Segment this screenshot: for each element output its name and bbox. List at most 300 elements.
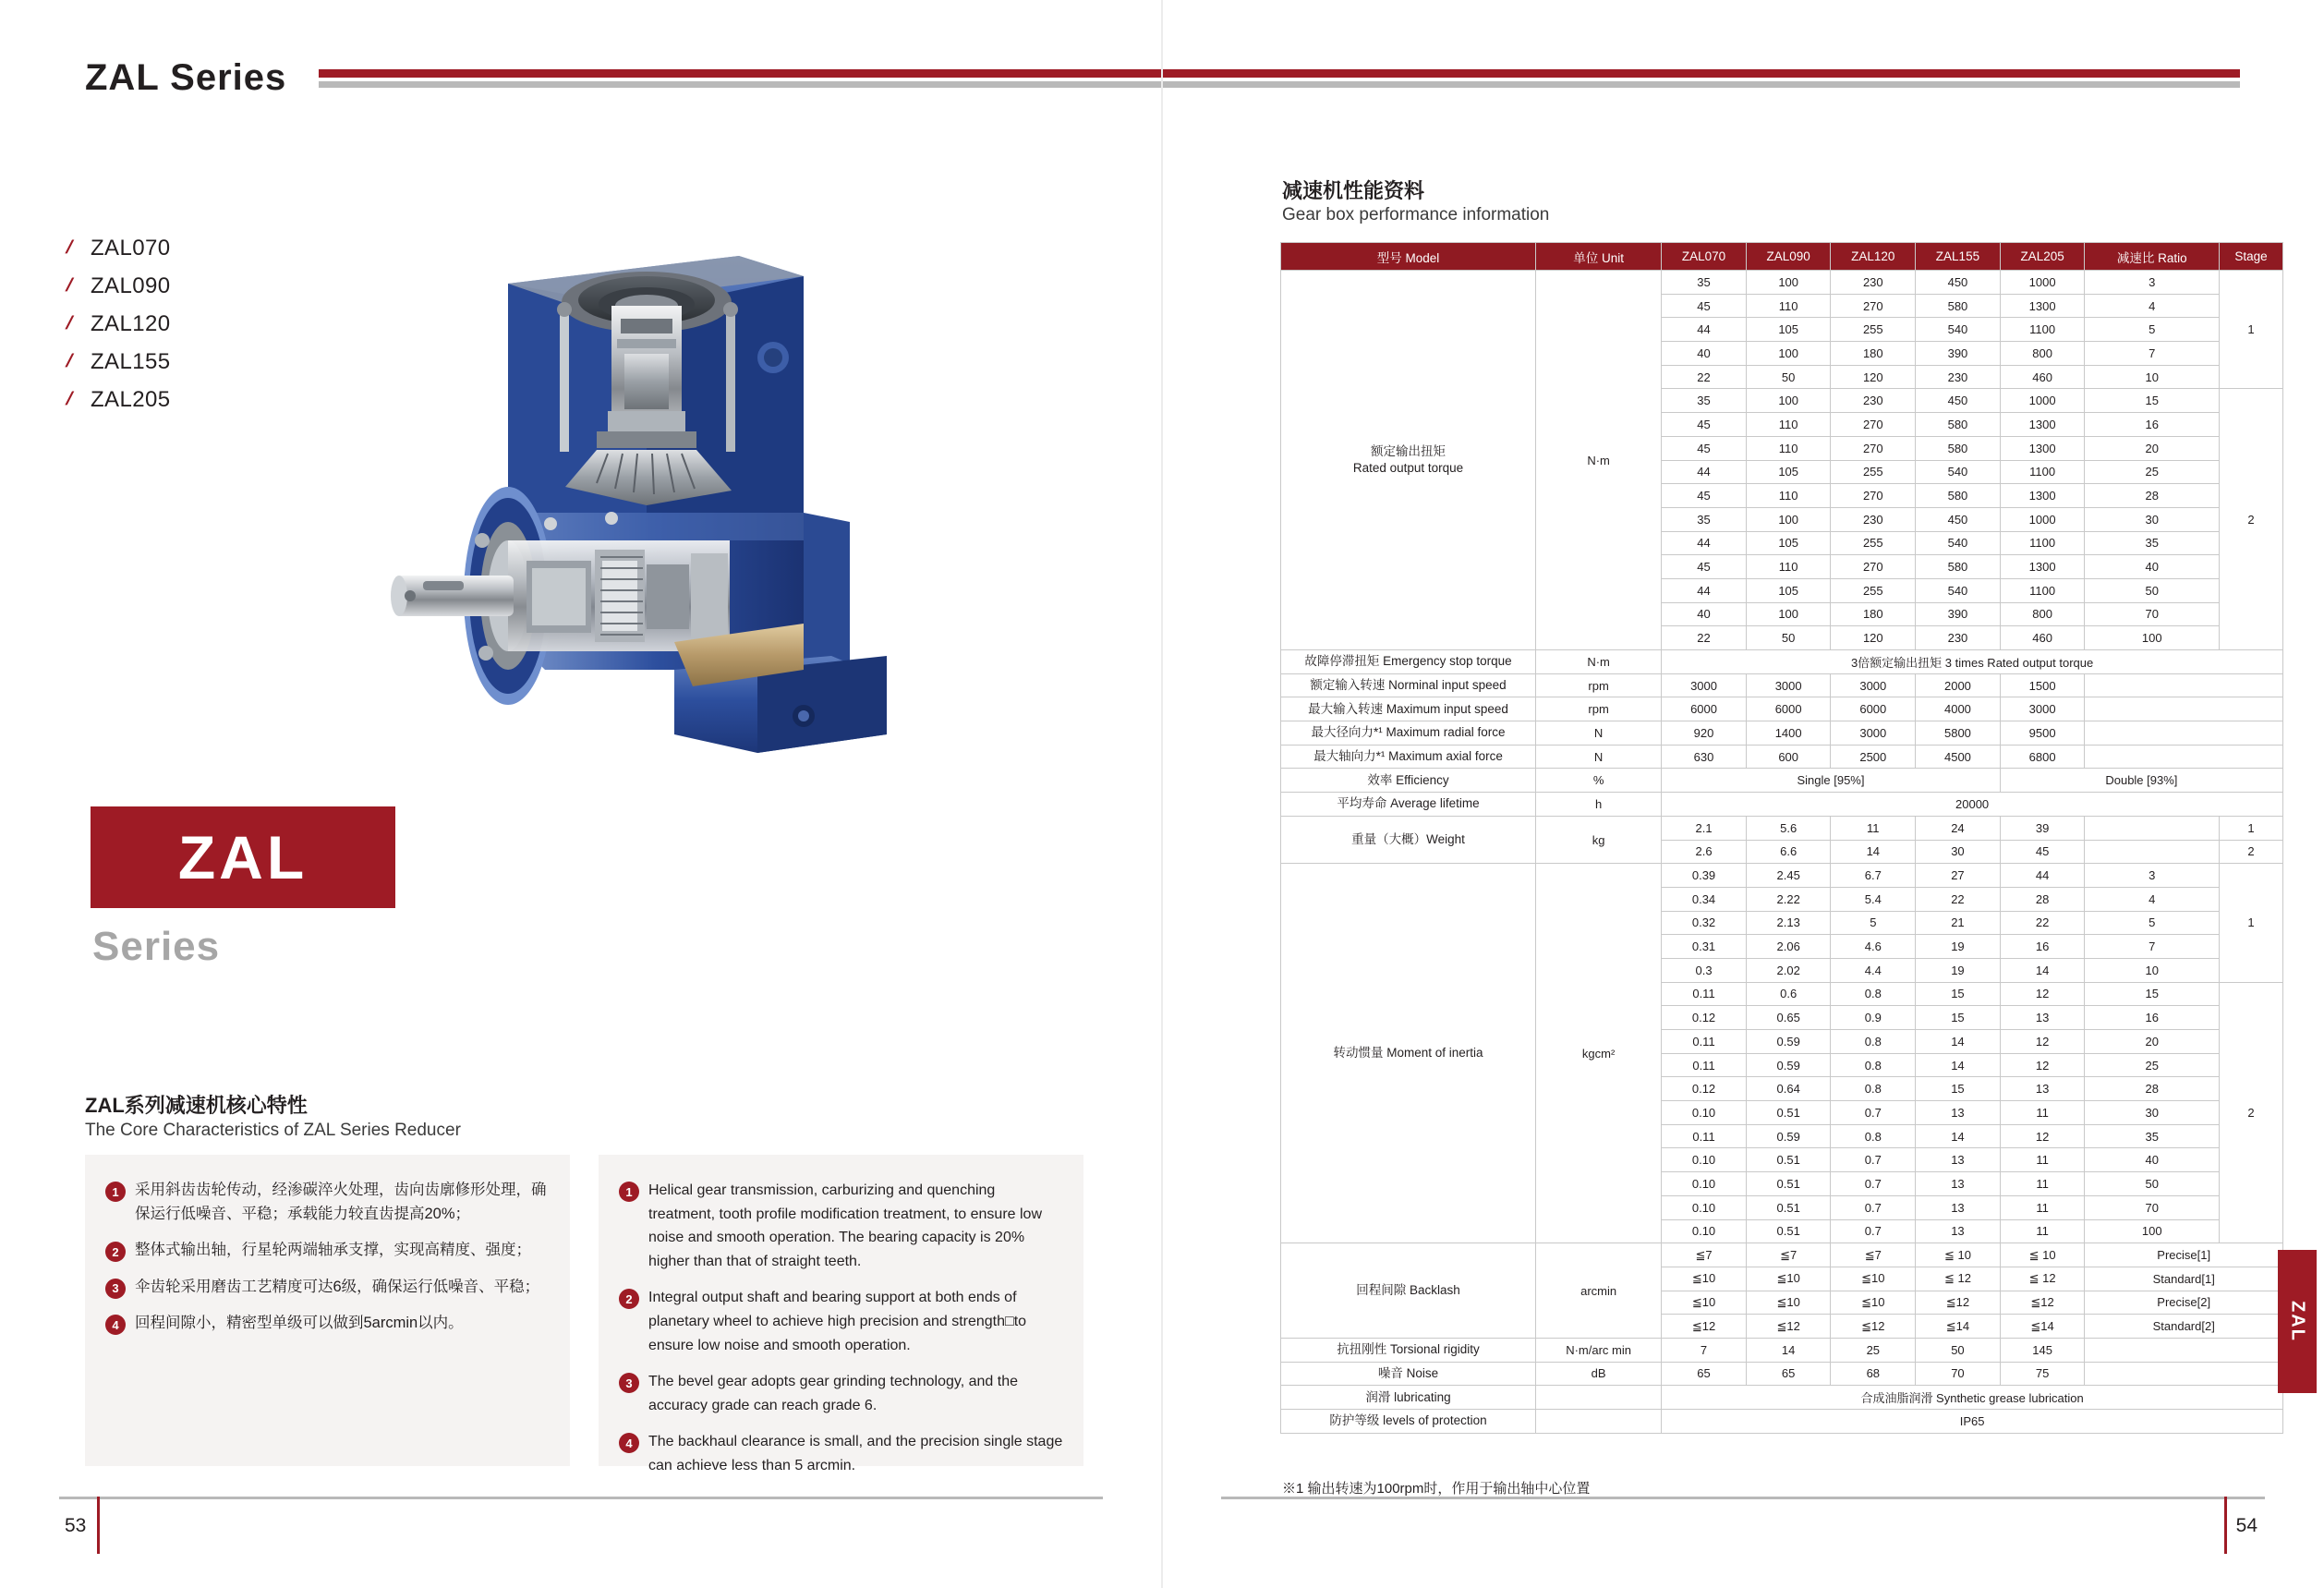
cell: 5	[1831, 911, 1916, 935]
cell: 24	[1916, 816, 2001, 840]
cell-ratio: 15	[2085, 982, 2220, 1006]
product-image	[369, 236, 1118, 818]
feature-item	[619, 1430, 1063, 1477]
model-item	[63, 305, 171, 343]
th-stage: Stage	[2220, 243, 2283, 271]
cell: 0.59	[1746, 1124, 1831, 1148]
cell: ≦12	[1662, 1315, 1747, 1339]
cell: 6.7	[1831, 864, 1916, 888]
cell: 230	[1916, 626, 2001, 650]
cell-stage: 2	[2220, 982, 2283, 1243]
cell: 4.4	[1831, 958, 1916, 982]
cell-ratio: 50	[2085, 1172, 2220, 1196]
row-unit: N	[1536, 721, 1662, 746]
cell-ratio: 25	[2085, 460, 2220, 484]
cell: 100	[1746, 342, 1831, 366]
cell: 390	[1916, 342, 2001, 366]
zal-badge-subtitle: Series	[92, 924, 221, 969]
cell: 0.10	[1662, 1195, 1747, 1219]
cell: 22	[2000, 911, 2085, 935]
model-item	[63, 381, 171, 418]
cell: 0.7	[1831, 1219, 1916, 1243]
right-page	[1162, 0, 2324, 1588]
table-row	[1281, 673, 2283, 697]
features-panel-cn	[85, 1155, 570, 1466]
features-panel-en	[599, 1155, 1083, 1473]
cell: 230	[1916, 365, 2001, 389]
cell: 0.9	[1831, 1006, 1916, 1030]
cell: 30	[1916, 840, 2001, 864]
cell-ratio: 25	[2085, 1053, 2220, 1077]
cell-ratio: 7	[2085, 935, 2220, 959]
cell: 800	[2000, 602, 2085, 626]
cell: 270	[1831, 555, 1916, 579]
row-label-radial-force: 最大径向力*¹ Maximum radial force	[1281, 721, 1536, 746]
cell: ≦ 10	[2000, 1243, 2085, 1267]
cell: 120	[1831, 626, 1916, 650]
cell: 6000	[1831, 697, 1916, 721]
row-unit: N	[1536, 745, 1662, 769]
row-unit: N·m/arc min	[1536, 1338, 1662, 1362]
cell: 19	[1916, 935, 2001, 959]
th-zal205: ZAL205	[2000, 243, 2085, 271]
cell: 6000	[1662, 697, 1747, 721]
zal-badge-label: ZAL	[177, 823, 309, 891]
feature-number-icon: 1	[619, 1182, 639, 1202]
footer-tick	[97, 1497, 100, 1554]
cell: 0.12	[1662, 1006, 1747, 1030]
cell: ≦12	[2000, 1291, 2085, 1315]
cell: 0.3	[1662, 958, 1747, 982]
cell: 390	[1916, 602, 2001, 626]
cell-empty	[2085, 745, 2283, 769]
feature-number-icon: 3	[619, 1373, 639, 1393]
th-zal070: ZAL070	[1662, 243, 1747, 271]
cell: 12	[2000, 982, 2085, 1006]
cell-ratio: 3	[2085, 864, 2220, 888]
cell-ratio: 16	[2085, 1006, 2220, 1030]
cell: 145	[2000, 1338, 2085, 1362]
table-row	[1281, 1362, 2283, 1386]
cell-stage: 1	[2220, 864, 2283, 982]
cell: 14	[1831, 840, 1916, 864]
cell: 3000	[1831, 673, 1916, 697]
cell-ratio: 70	[2085, 1195, 2220, 1219]
cell: ≦10	[1746, 1267, 1831, 1291]
cell: 27	[1916, 864, 2001, 888]
table-row	[1281, 1386, 2283, 1410]
cell: 1100	[2000, 318, 2085, 342]
cell-grade: Precise[2]	[2085, 1291, 2283, 1315]
cell: 270	[1831, 294, 1916, 318]
row-unit: N·m	[1536, 650, 1662, 674]
cell: 0.8	[1831, 1053, 1916, 1077]
cell: 1000	[2000, 271, 2085, 295]
table-row	[1281, 745, 2283, 769]
cell: 5800	[1916, 721, 2001, 746]
cell: ≦10	[1662, 1291, 1747, 1315]
feature-text: The backhaul clearance is small, and the precision single stage can achieve less than 5 arcmin.	[648, 1434, 1063, 1473]
cell: 35	[1662, 271, 1747, 295]
cell: 0.11	[1662, 1030, 1747, 1054]
cell: 1000	[2000, 507, 2085, 531]
cell: 22	[1916, 887, 2001, 911]
cell: 50	[1746, 365, 1831, 389]
row-label-weight: 重量（大概）Weight	[1281, 816, 1536, 863]
feature-text: The bevel gear adopts gear grinding technology, and the accuracy grade can reach grade 6.	[648, 1374, 1018, 1413]
feature-number-icon: 3	[105, 1279, 126, 1299]
cell: ≦7	[1662, 1243, 1747, 1267]
cell: 540	[1916, 531, 2001, 555]
feature-text: 采用斜齿齿轮传动，经渗碳淬火处理，齿向齿廓修形处理，确保运行低噪音、平稳；承载能力较直齿提高20%；	[135, 1182, 547, 1222]
cell-ratio: 5	[2085, 318, 2220, 342]
cell: 580	[1916, 484, 2001, 508]
cell-ratio: 40	[2085, 555, 2220, 579]
cell: 13	[1916, 1172, 2001, 1196]
cell: 0.10	[1662, 1219, 1747, 1243]
cell: ≦10	[1746, 1291, 1831, 1315]
cell: 12	[2000, 1124, 2085, 1148]
row-label-emergency-torque: 故障停滞扭矩 Emergency stop torque	[1281, 650, 1536, 674]
cell-protection-value: IP65	[1662, 1410, 2283, 1434]
cell-empty	[2085, 697, 2283, 721]
cell: ≦10	[1831, 1291, 1916, 1315]
cell: 1100	[2000, 531, 2085, 555]
cell-ratio: 15	[2085, 389, 2220, 413]
cell: 28	[2000, 887, 2085, 911]
row-unit: %	[1536, 769, 1662, 793]
cell: 2.22	[1746, 887, 1831, 911]
cell: 2.13	[1746, 911, 1831, 935]
cell-ratio: 40	[2085, 1148, 2220, 1172]
cell: 35	[1662, 507, 1747, 531]
cell-ratio: 100	[2085, 626, 2220, 650]
cell: 15	[1916, 1006, 2001, 1030]
cell-ratio: 28	[2085, 1077, 2220, 1101]
cell: 4000	[1916, 697, 2001, 721]
row-unit: rpm	[1536, 673, 1662, 697]
cell-ratio: 100	[2085, 1219, 2220, 1243]
cell-ratio: 50	[2085, 578, 2220, 602]
cell: 270	[1831, 484, 1916, 508]
cell: 14	[2000, 958, 2085, 982]
table-row	[1281, 1243, 2283, 1267]
cell-ratio: 28	[2085, 484, 2220, 508]
cell: 19	[1916, 958, 2001, 982]
th-zal120: ZAL120	[1831, 243, 1916, 271]
cell: 45	[1662, 484, 1747, 508]
footer-tick	[2224, 1497, 2227, 1554]
cell: ≦12	[1916, 1291, 2001, 1315]
cell-emergency-value: 3倍额定输出扭矩 3 times Rated output torque	[1662, 650, 2283, 674]
cell: 14	[1916, 1030, 2001, 1054]
cell: 65	[1662, 1362, 1747, 1386]
cell: 450	[1916, 507, 2001, 531]
row-label-noise: 噪音 Noise	[1281, 1362, 1536, 1386]
cell-lifetime-value: 20000	[1662, 793, 2283, 817]
cell: ≦14	[1916, 1315, 2001, 1339]
cell: 40	[1662, 602, 1747, 626]
cell: 255	[1831, 318, 1916, 342]
feature-item	[105, 1312, 550, 1336]
row-label-efficiency: 效率 Efficiency	[1281, 769, 1536, 793]
feature-number-icon: 2	[105, 1242, 126, 1262]
cell-stage: 1	[2220, 816, 2283, 840]
cell: 110	[1746, 413, 1831, 437]
cell: 2500	[1831, 745, 1916, 769]
cell: 11	[2000, 1219, 2085, 1243]
cell: 14	[1746, 1338, 1831, 1362]
cell-ratio: 4	[2085, 887, 2220, 911]
cell: ≦10	[1662, 1267, 1747, 1291]
cell: 230	[1831, 271, 1916, 295]
cell: 105	[1746, 531, 1831, 555]
cell: 3000	[2000, 697, 2085, 721]
cell-grade: Standard[2]	[2085, 1315, 2283, 1339]
cell: 270	[1831, 413, 1916, 437]
cell-ratio: 20	[2085, 436, 2220, 460]
cell: 13	[2000, 1077, 2085, 1101]
row-unit	[1536, 1386, 1662, 1410]
feature-number-icon: 2	[619, 1289, 639, 1309]
cell: 45	[1662, 555, 1747, 579]
cell: 12	[2000, 1053, 2085, 1077]
cell-empty	[2085, 1362, 2283, 1386]
model-label: ZAL090	[91, 273, 171, 298]
cell-ratio: 5	[2085, 911, 2220, 935]
table-row	[1281, 1410, 2283, 1434]
page-title: ZAL Series	[85, 57, 287, 98]
row-unit: dB	[1536, 1362, 1662, 1386]
cell: ≦10	[1831, 1267, 1916, 1291]
cell: 1300	[2000, 484, 2085, 508]
cell: 35	[1662, 389, 1747, 413]
cell: 100	[1746, 602, 1831, 626]
cell: 5.6	[1746, 816, 1831, 840]
row-label-en: Rated output torque	[1352, 461, 1464, 475]
row-label-rigidity: 抗扭刚性 Torsional rigidity	[1281, 1338, 1536, 1362]
cell-empty	[2085, 721, 2283, 746]
table-row	[1281, 769, 2283, 793]
feature-text: 回程间隙小，精密型单级可以做到5arcmin以内。	[135, 1315, 464, 1332]
cell: ≦12	[1746, 1315, 1831, 1339]
row-unit: rpm	[1536, 697, 1662, 721]
cell: 1100	[2000, 460, 2085, 484]
cell: 2.06	[1746, 935, 1831, 959]
cell: 11	[2000, 1148, 2085, 1172]
model-item	[63, 267, 171, 305]
cell: 105	[1746, 460, 1831, 484]
cell-ratio	[2085, 816, 2220, 840]
cell: 0.51	[1746, 1195, 1831, 1219]
cell-lubricating-value: 合成油脂润滑 Synthetic grease lubrication	[1662, 1386, 2283, 1410]
cell: 25	[1831, 1338, 1916, 1362]
table-row	[1281, 1338, 2283, 1362]
cell: 4500	[1916, 745, 2001, 769]
cell-efficiency-double: Double [93%]	[2000, 769, 2282, 793]
cell: 45	[1662, 413, 1747, 437]
cell: 0.59	[1746, 1030, 1831, 1054]
cell: 0.65	[1746, 1006, 1831, 1030]
cell-ratio: 4	[2085, 294, 2220, 318]
cell: 21	[1916, 911, 2001, 935]
cell-ratio: 16	[2085, 413, 2220, 437]
cell: 270	[1831, 436, 1916, 460]
cell: 13	[1916, 1195, 2001, 1219]
side-tab-label: ZAL	[2287, 1301, 2308, 1342]
cell: 0.8	[1831, 1030, 1916, 1054]
table-header-row	[1281, 243, 2283, 271]
cell: 6000	[1746, 697, 1831, 721]
cell: 44	[1662, 531, 1747, 555]
row-label-protection: 防护等级 levels of protection	[1281, 1410, 1536, 1434]
cell: ≦14	[2000, 1315, 2085, 1339]
cell: 460	[2000, 365, 2085, 389]
cell-ratio: 30	[2085, 1101, 2220, 1125]
page-number-left: 53	[65, 1515, 87, 1536]
model-label: ZAL120	[91, 310, 171, 336]
cell: 2.6	[1662, 840, 1747, 864]
cell: 460	[2000, 626, 2085, 650]
cell: 0.51	[1746, 1172, 1831, 1196]
feature-text: Integral output shaft and bearing support at both ends of planetary wheel to achieve high precision and strength□to ensure low noise and smooth operation.	[648, 1290, 1027, 1353]
cell: 2.45	[1746, 864, 1831, 888]
table-row	[1281, 697, 2283, 721]
cell: 230	[1831, 507, 1916, 531]
cell: 15	[1916, 982, 2001, 1006]
model-label: ZAL205	[91, 386, 171, 412]
cell: 13	[2000, 1006, 2085, 1030]
cell: 1300	[2000, 413, 2085, 437]
cell: 11	[2000, 1101, 2085, 1125]
cell: 0.10	[1662, 1101, 1747, 1125]
zal-badge	[91, 806, 395, 908]
cell: 0.7	[1831, 1172, 1916, 1196]
cell: 4.6	[1831, 935, 1916, 959]
th-ratio: 减速比 Ratio	[2085, 243, 2220, 271]
cell: 2.02	[1746, 958, 1831, 982]
cell: 100	[1746, 389, 1831, 413]
cell: 180	[1831, 342, 1916, 366]
cell: 50	[1746, 626, 1831, 650]
feature-item	[619, 1286, 1063, 1357]
cell: ≦ 10	[1916, 1243, 2001, 1267]
row-unit: kg	[1536, 816, 1662, 863]
cell-stage: 2	[2220, 840, 2283, 864]
cell-ratio: 10	[2085, 958, 2220, 982]
cell: 1500	[2000, 673, 2085, 697]
cell: 70	[1916, 1362, 2001, 1386]
cell: 1300	[2000, 294, 2085, 318]
table-row	[1281, 864, 2283, 888]
cell: 255	[1831, 531, 1916, 555]
model-item	[63, 343, 171, 381]
feature-item	[105, 1239, 550, 1263]
cell: 0.12	[1662, 1077, 1747, 1101]
row-label-rated-torque	[1281, 271, 1536, 650]
cell: 45	[2000, 840, 2085, 864]
table-row	[1281, 793, 2283, 817]
row-label-cn: 额定输出扭矩	[1371, 443, 1446, 458]
cell: 540	[1916, 460, 2001, 484]
cell: 0.32	[1662, 911, 1747, 935]
cell: 110	[1746, 436, 1831, 460]
cell-ratio: 30	[2085, 507, 2220, 531]
cell-ratio: 35	[2085, 531, 2220, 555]
cell: 255	[1831, 578, 1916, 602]
cell: 39	[2000, 816, 2085, 840]
footer-divider	[59, 1497, 1103, 1499]
cell-ratio: 70	[2085, 602, 2220, 626]
cell: 0.51	[1746, 1148, 1831, 1172]
cell: 0.7	[1831, 1101, 1916, 1125]
cell: 580	[1916, 555, 2001, 579]
cell: 100	[1746, 507, 1831, 531]
table-row	[1281, 721, 2283, 746]
cell: 13	[1916, 1148, 2001, 1172]
th-zal155: ZAL155	[1916, 243, 2001, 271]
cell: ≦12	[1831, 1315, 1916, 1339]
page-number-right: 54	[2235, 1515, 2257, 1536]
cell: 540	[1916, 318, 2001, 342]
cell: 2000	[1916, 673, 2001, 697]
feature-text: 伞齿轮采用磨齿工艺精度可达6级，确保运行低噪音、平稳；	[135, 1278, 540, 1295]
cell: 0.39	[1662, 864, 1747, 888]
cell: 110	[1746, 555, 1831, 579]
cell-ratio: 3	[2085, 271, 2220, 295]
cell: ≦ 12	[2000, 1267, 2085, 1291]
cell: 180	[1831, 602, 1916, 626]
table-row	[1281, 816, 2283, 840]
core-characteristics-title-en: The Core Characteristics of ZAL Series Reducer	[85, 1121, 461, 1140]
slash-icon: /	[63, 313, 76, 333]
model-list	[63, 229, 171, 418]
model-label: ZAL070	[91, 235, 171, 261]
core-characteristics-title-cn: ZAL系列减速机核心特性	[85, 1094, 308, 1117]
feature-item	[619, 1370, 1063, 1417]
cell: 3000	[1662, 673, 1747, 697]
spec-title-en: Gear box performance information	[1282, 205, 1550, 224]
row-label-lifetime: 平均寿命 Average lifetime	[1281, 793, 1536, 817]
cell: 105	[1746, 578, 1831, 602]
cell: ≦7	[1831, 1243, 1916, 1267]
footer-divider	[1221, 1497, 2265, 1499]
feature-item	[619, 1179, 1063, 1273]
cell: 3000	[1831, 721, 1916, 746]
cell: 44	[2000, 864, 2085, 888]
cell: 22	[1662, 626, 1747, 650]
cell-ratio: 35	[2085, 1124, 2220, 1148]
cell-ratio: 20	[2085, 1030, 2220, 1054]
cell: 0.7	[1831, 1148, 1916, 1172]
cell-stage: 2	[2220, 389, 2283, 650]
cell: 450	[1916, 271, 2001, 295]
row-label-max-speed: 最大输入转速 Maximum input speed	[1281, 697, 1536, 721]
cell: 580	[1916, 436, 2001, 460]
row-unit: arcmin	[1536, 1243, 1662, 1339]
cell: 600	[1746, 745, 1831, 769]
cell: 255	[1831, 460, 1916, 484]
cell: 13	[1916, 1219, 2001, 1243]
cell: 68	[1831, 1362, 1916, 1386]
cell: 44	[1662, 460, 1747, 484]
model-label: ZAL155	[91, 348, 171, 374]
cell: 45	[1662, 436, 1747, 460]
table-row	[1281, 650, 2283, 674]
cell: 920	[1662, 721, 1747, 746]
cell-efficiency-single: Single [95%]	[1662, 769, 2001, 793]
row-label-inertia: 转动惯量 Moment of inertia	[1281, 864, 1536, 1243]
